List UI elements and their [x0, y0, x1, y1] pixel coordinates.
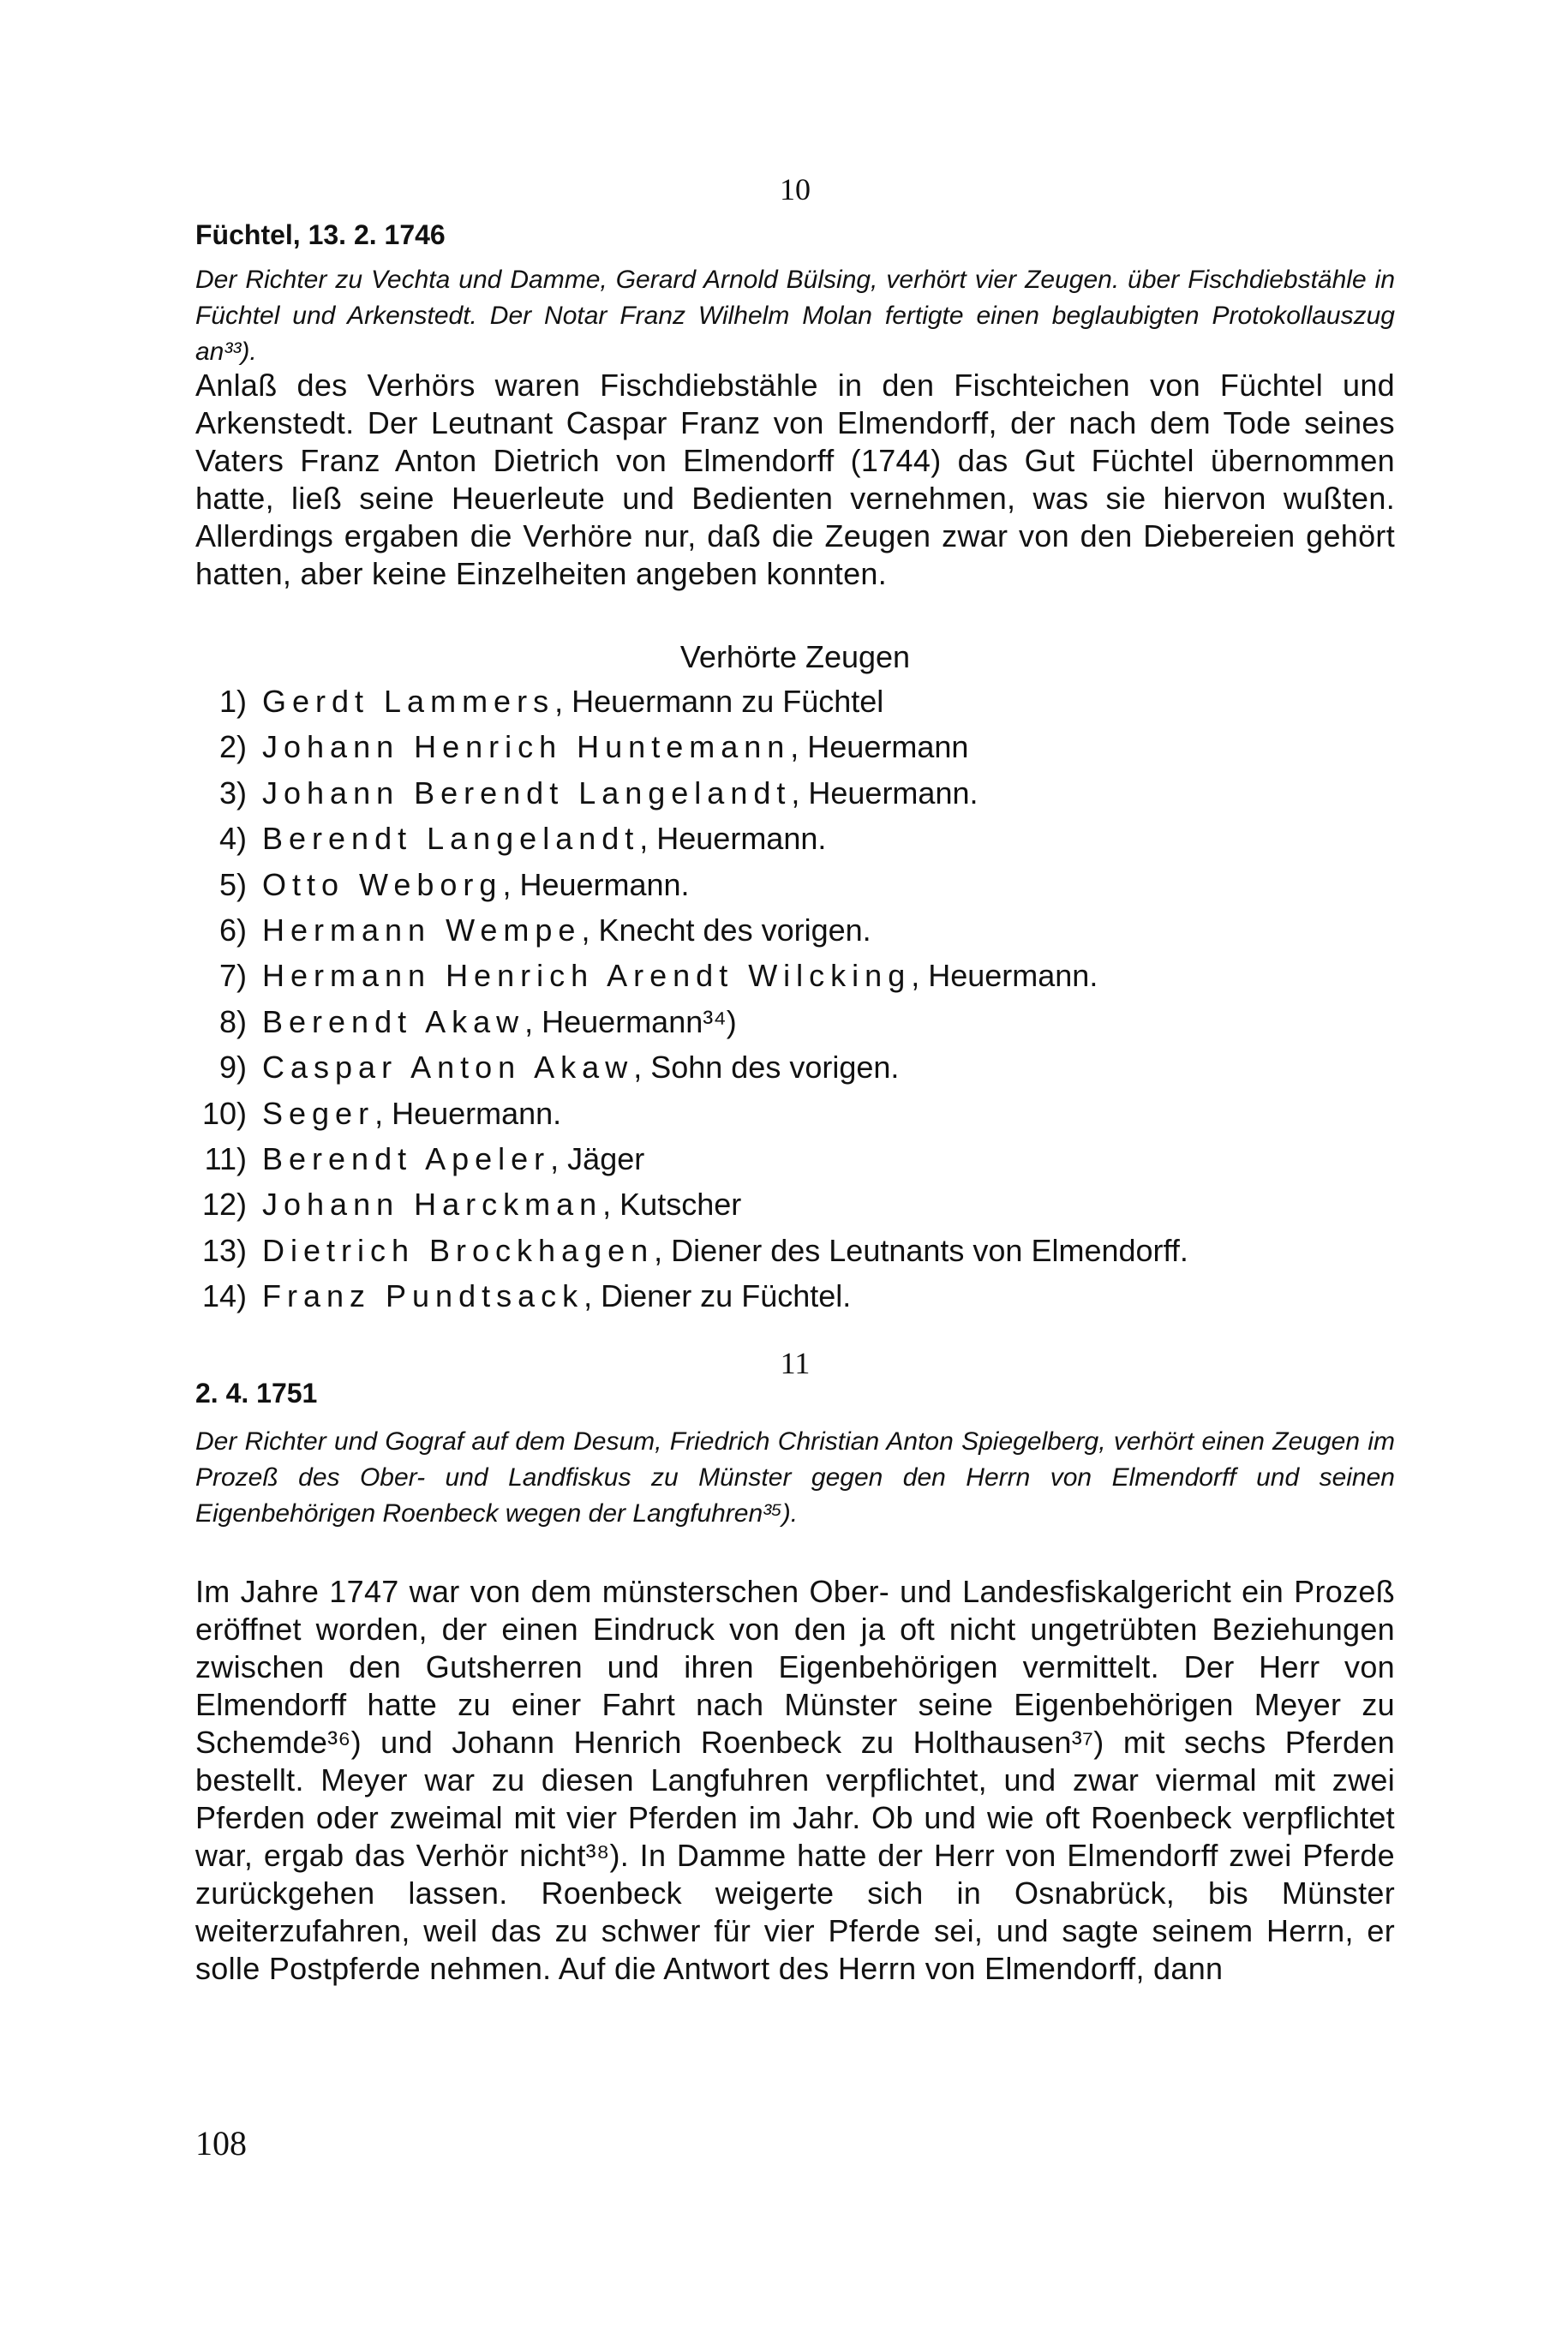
witness-heading: Verhörte Zeugen [679, 639, 911, 674]
witness-item: 3) Johann Berendt Langelandt, Heuermann. [218, 775, 979, 811]
document-page [195, 0, 1395, 2327]
witness-list [195, 679, 1395, 1319]
entry-date: 2. 4. 1751 [195, 1378, 318, 1409]
witness-item: 7) Hermann Henrich Arendt Wilcking, Heuermann. [218, 958, 1098, 994]
witness-item: 1) Gerdt Lammers, Heuermann zu Füchtel [218, 684, 884, 719]
witness-item: 9) Caspar Anton Akaw, Sohn des vorigen. [218, 1050, 900, 1086]
witness-item: 6) Hermann Wempe, Knecht des vorigen. [218, 912, 871, 948]
entry-body: Im Jahre 1747 war von dem münsterschen Ober- und Landesfiskalgericht ein Prozeß eröffnet worden, der einen Eindruck von den ja oft nicht ungetrübten Beziehungen zwischen den Gutsherren und ihren Eigenbehörigen vermittelt. Der Herr von Elmendorff hatte zu einer Fahrt nach Münster seine Eigenbehörigen Meyer zu Schemde³⁶) und Johann Henrich Roenbeck zu Holthausen³⁷) mit sechs Pferden bestellt. Meyer war zu diesen Langfuhren verpflichtet, und zwar viermal mit zwei Pferden oder zweimal mit vier Pferden im Jahr. Ob und wie oft Roenbeck verpflichtet war, ergab das Verhör nicht³⁸). In Damme hatte der Herr von Elmendorff zwei Pferde zurückgehen lassen. Roenbeck weigerte sich in Osnabrück, bis Münster weiterzufahren, weil das zu schwer für vier Pferde sei, und sagte seinem Herrn, er solle Postpferde nehmen. Auf die Antwort des Herrn von Elmendorff, dann [195, 1574, 1395, 1986]
witness-item: 14) Franz Pundtsack, Diener zu Füchtel. [201, 1278, 852, 1314]
witness-item: 10) Seger, Heuermann. [201, 1095, 562, 1131]
entry-abstract: Der Richter und Gograf auf dem Desum, Friedrich Christian Anton Spiegelberg, verhört einen Zeugen im Prozeß des Ober- und Landfiskus zu Münster gegen den Herrn von Elmendorff und seinen Eigenbehörigen Roenbeck wegen der Langfuhren³⁵). [195, 1427, 1395, 1528]
witness-item: 13) Dietrich Brockhagen, Diener des Leutnants von Elmendorff. [201, 1232, 1188, 1268]
witness-item: 8) Berendt Akaw, Heuermann³⁴) [218, 1003, 737, 1039]
witness-item: 11) Berendt Apeler, Jäger [204, 1140, 645, 1176]
witness-item: 12) Johann Harckman, Kutscher [201, 1187, 742, 1223]
entry-date: Füchtel, 13. 2. 1746 [195, 219, 446, 250]
entry-abstract: Der Richter zu Vechta und Damme, Gerard Arnold Bülsing, verhört vier Zeugen. über Fischdiebstähle in Füchtel und Arkenstedt. Der Notar Franz Wilhelm Molan fertigte einen beglaubigten Protokollauszug an³³). [195, 266, 1395, 366]
entry-body: Anlaß des Verhörs waren Fischdiebstähle in den Fischteichen von Füchtel und Arkenstedt. Der Leutnant Caspar Franz von Elmendorff, der nach dem Tode seines Vaters Franz Anton Dietrich von Elmendorff (1744) das Gut Füchtel übernommen hatte, ließ seine Heuerleute und Bedienten vernehmen, was sie hiervon wußten. Allerdings ergaben die Verhöre nur, daß die Zeugen zwar von den Diebereien gehört hatten, aber keine Einzelheiten angeben konnten. [195, 368, 1395, 591]
witness-item: 4) Berendt Langelandt, Heuermann. [218, 821, 827, 857]
entry-number: 10 [780, 172, 811, 206]
witness-item: 5) Otto Weborg, Heuermann. [218, 866, 690, 902]
page-number: 108 [195, 2124, 247, 2162]
entry-number: 11 [780, 1346, 811, 1380]
witness-item: 2) Johann Henrich Huntemann, Heuermann [218, 729, 969, 765]
